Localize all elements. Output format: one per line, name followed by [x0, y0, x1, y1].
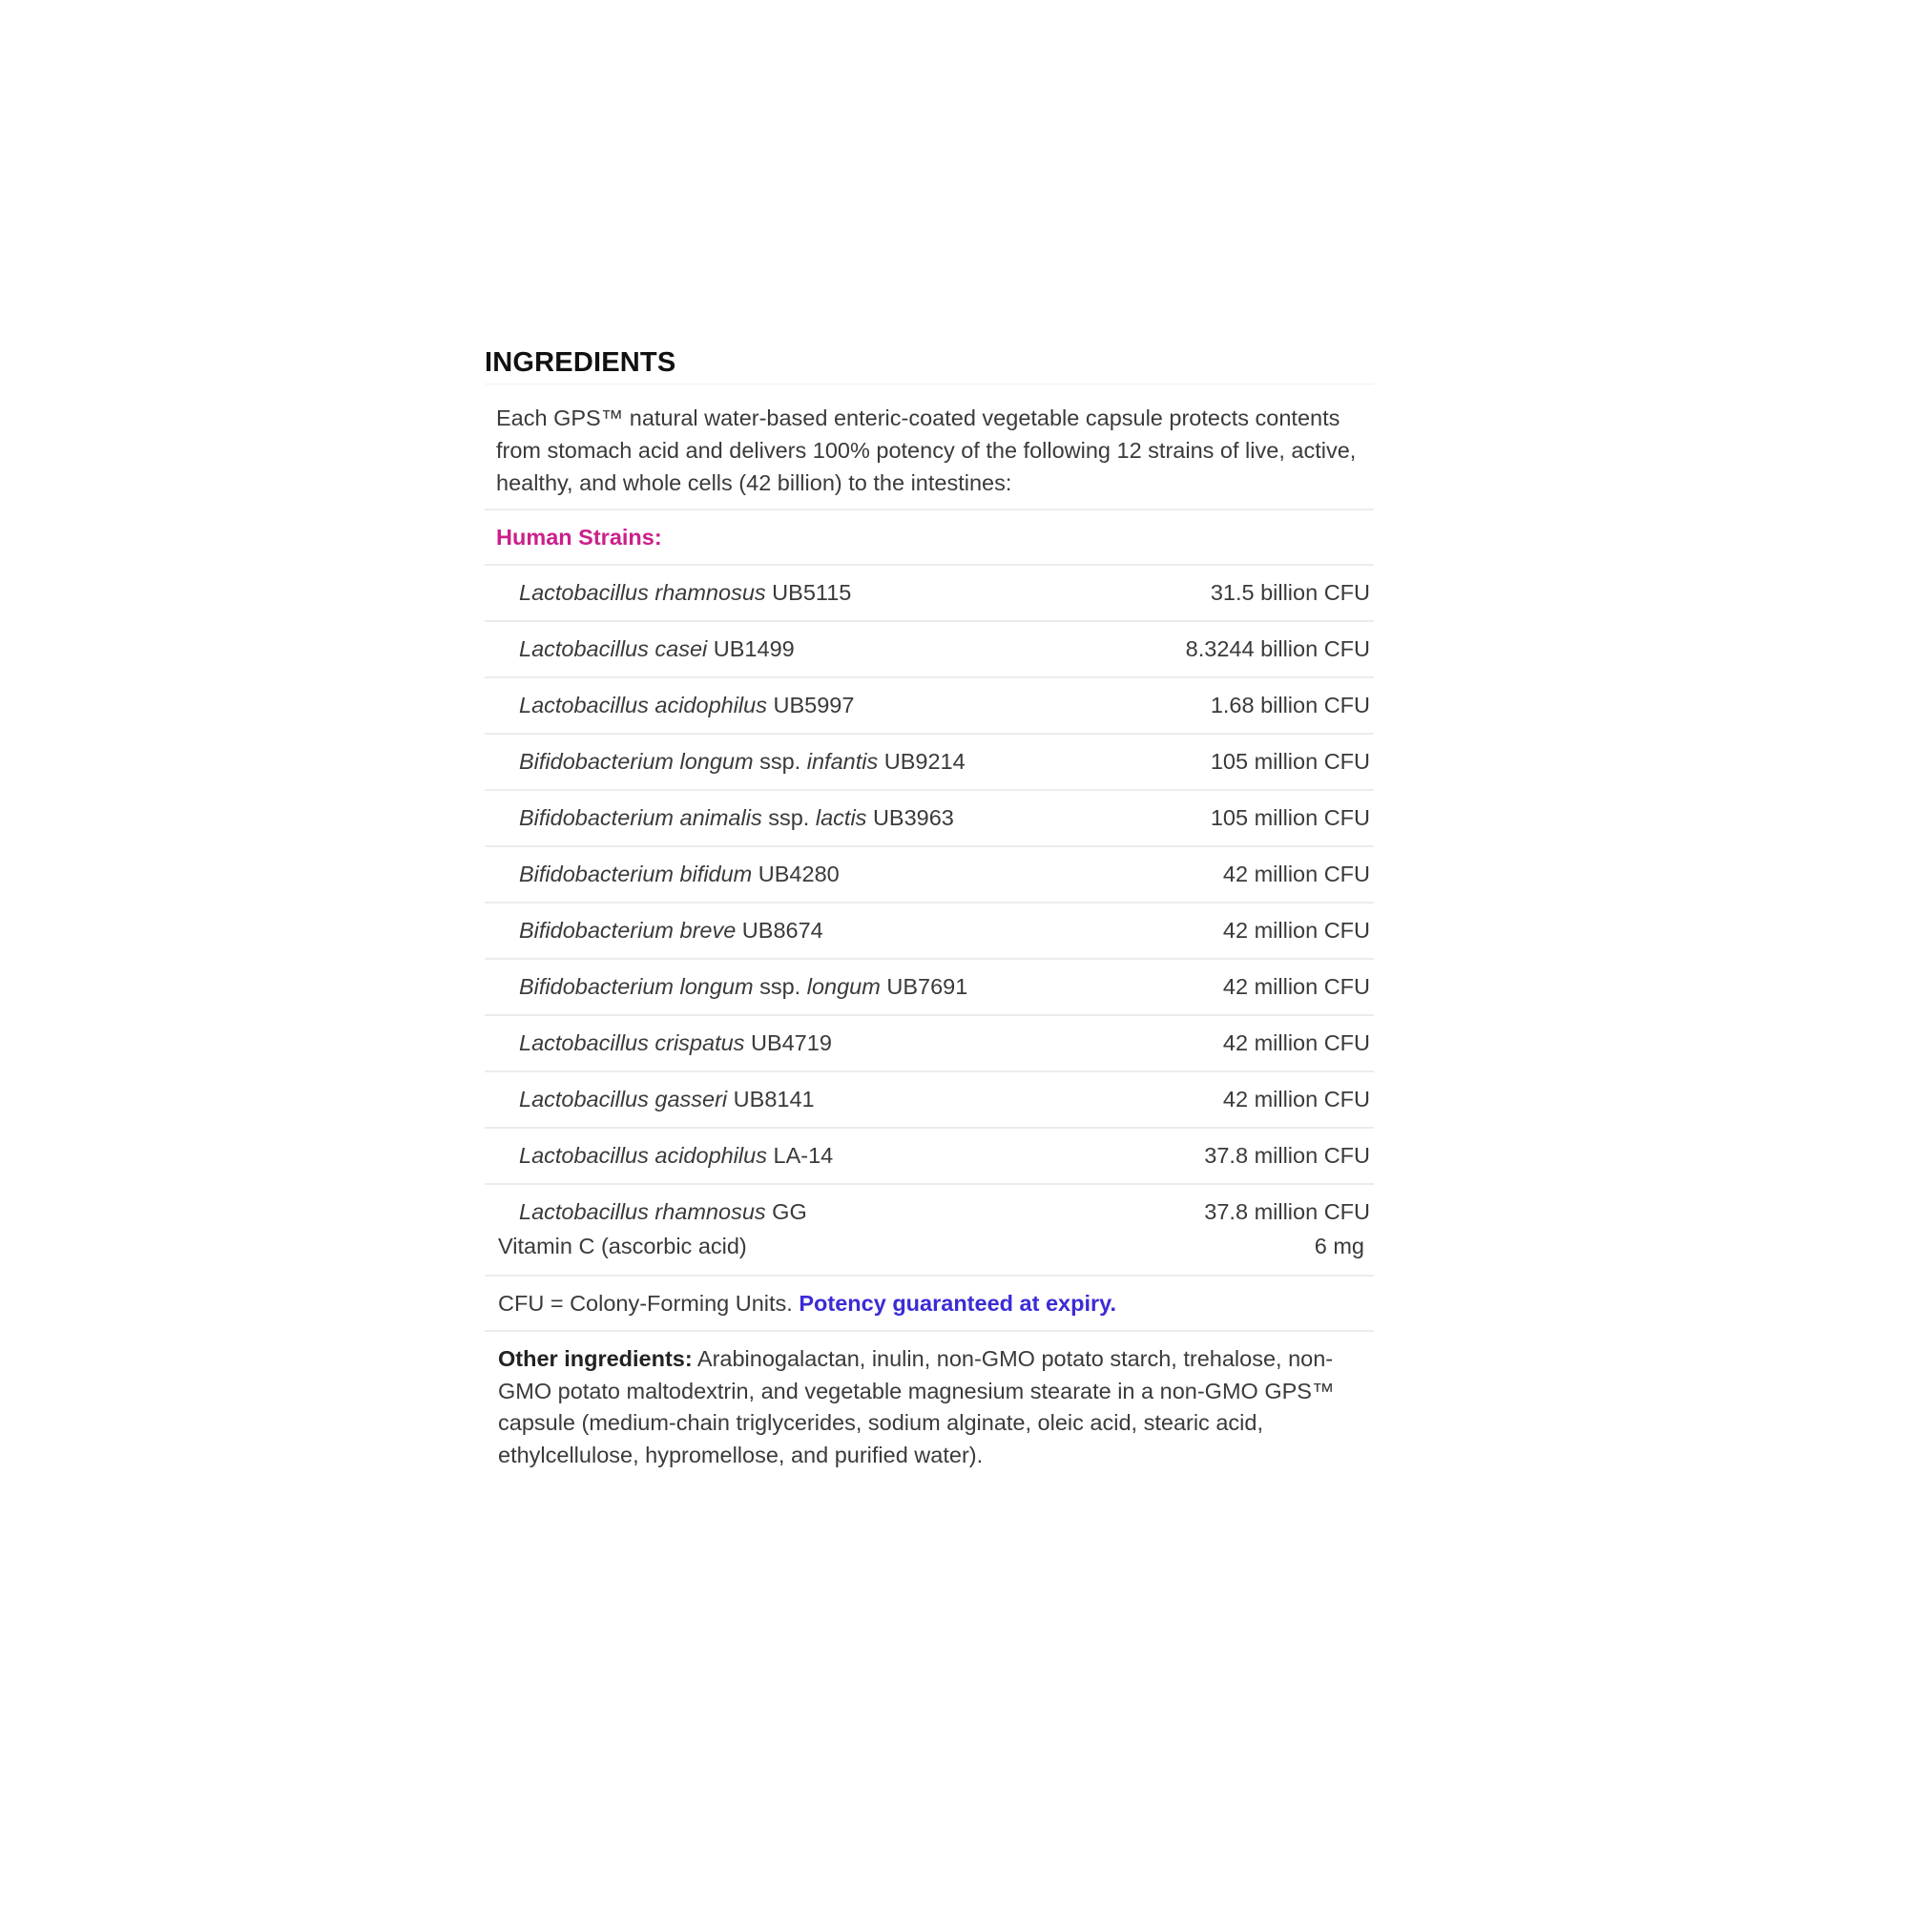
strain-code: UB3963	[866, 805, 954, 830]
strain-row	[485, 960, 1374, 1016]
strain-name	[519, 1030, 832, 1056]
vitamin-name: Vitamin C (ascorbic acid)	[498, 1234, 747, 1258]
strain-code: UB4719	[744, 1030, 832, 1055]
cfu-definition: CFU = Colony-Forming Units.	[498, 1291, 793, 1316]
strain-row	[485, 678, 1374, 735]
strain-name	[519, 749, 966, 775]
strain-species: Lactobacillus casei	[519, 636, 708, 661]
strain-row	[485, 1129, 1374, 1185]
strain-code: UB8674	[736, 918, 823, 943]
strain-species: Bifidobacterium longum	[519, 749, 754, 774]
strain-row	[485, 622, 1374, 678]
strain-species: infantis	[806, 749, 879, 774]
strain-code: UB8141	[727, 1087, 815, 1111]
potency-guarantee-link[interactable]: Potency guaranteed at expiry.	[799, 1291, 1116, 1316]
strain-name	[519, 862, 840, 887]
strain-row	[485, 1016, 1374, 1072]
strain-amount: 42 million CFU	[1222, 1087, 1370, 1111]
strain-code: GG	[765, 1199, 807, 1224]
strain-code: UB5115	[765, 580, 852, 605]
strain-name	[519, 974, 967, 1000]
strain-species: Lactobacillus rhamnosus	[519, 1199, 766, 1224]
strain-row-last	[485, 1185, 1374, 1277]
strain-name	[519, 1143, 833, 1169]
strain-species: Bifidobacterium longum	[519, 974, 754, 999]
strain-code: UB1499	[707, 636, 795, 661]
strain-amount: 42 million CFU	[1222, 974, 1370, 999]
strain-amount: 8.3244 billion CFU	[1185, 636, 1370, 661]
strain-code: UB5997	[766, 693, 855, 717]
strain-code: ssp.	[753, 974, 807, 999]
strain-name	[519, 1195, 807, 1229]
strain-code: UB9214	[878, 749, 966, 774]
strain-name	[519, 580, 851, 606]
strain-species: Lactobacillus acidophilus	[519, 1143, 767, 1168]
strain-species: Bifidobacterium breve	[519, 918, 737, 943]
strain-code: UB7691	[880, 974, 968, 999]
strain-amount: 42 million CFU	[1222, 862, 1370, 886]
strain-name	[519, 693, 854, 718]
strain-species: Bifidobacterium animalis	[519, 805, 762, 830]
strain-code: UB4280	[752, 862, 840, 886]
strain-species: lactis	[815, 805, 867, 830]
strain-row	[485, 904, 1374, 960]
other-ingredients-text: Arabinogalactan, inulin, non-GMO potato starch, trehalose, non-GMO potato maltodextrin, and vegetable magnesium stearate in a non-GMO GPS™ capsule (medium-chain triglycerides, sodium alginate, oleic acid, stearic acid, ethylcellulose, hypromellose, and purified water).	[498, 1346, 1335, 1467]
strain-name	[519, 805, 954, 831]
strain-row	[485, 1072, 1374, 1129]
strain-amount: 31.5 billion CFU	[1210, 580, 1370, 605]
strain-row	[485, 735, 1374, 791]
strain-species: Bifidobacterium bifidum	[519, 862, 753, 886]
strain-species: Lactobacillus acidophilus	[519, 693, 767, 717]
strain-species: Lactobacillus crispatus	[519, 1030, 745, 1055]
strain-species: Lactobacillus rhamnosus	[519, 580, 766, 605]
other-ingredients	[485, 1332, 1374, 1471]
strain-amount: 105 million CFU	[1210, 805, 1370, 830]
strain-row	[485, 847, 1374, 904]
strain-amount: 37.8 million CFU	[1204, 1199, 1370, 1224]
strain-code: LA-14	[766, 1143, 834, 1168]
strain-code: ssp.	[753, 749, 807, 774]
strain-amount: 1.68 billion CFU	[1210, 693, 1370, 717]
strain-code: ssp.	[761, 805, 816, 830]
human-strains-label: Human Strains:	[485, 510, 1374, 566]
strain-amount: 105 million CFU	[1210, 749, 1370, 774]
strain-amount: 37.8 million CFU	[1204, 1143, 1370, 1168]
strain-name	[519, 918, 823, 944]
strain-species: longum	[806, 974, 881, 999]
strain-amount: 42 million CFU	[1222, 918, 1370, 943]
ingredients-heading: INGREDIENTS	[485, 342, 1374, 384]
ingredients-panel	[485, 342, 1374, 1471]
strain-species: Lactobacillus gasseri	[519, 1087, 728, 1111]
strain-list	[485, 566, 1374, 1185]
strain-row	[485, 566, 1374, 622]
strain-row	[485, 791, 1374, 847]
cfu-note	[485, 1277, 1374, 1332]
strain-amount: 42 million CFU	[1222, 1030, 1370, 1055]
strain-name	[519, 1087, 815, 1112]
intro-paragraph: Each GPS™ natural water-based enteric-coated vegetable capsule protects contents from stomach acid and delivers 100% potency of the following 12 strains of live, active, healthy, and whole cells (42 billion) to the intestines:	[485, 402, 1374, 510]
vitamin-amount: 6 mg	[1314, 1234, 1364, 1258]
strain-name	[519, 636, 795, 662]
other-ingredients-label: Other ingredients:	[498, 1346, 693, 1371]
